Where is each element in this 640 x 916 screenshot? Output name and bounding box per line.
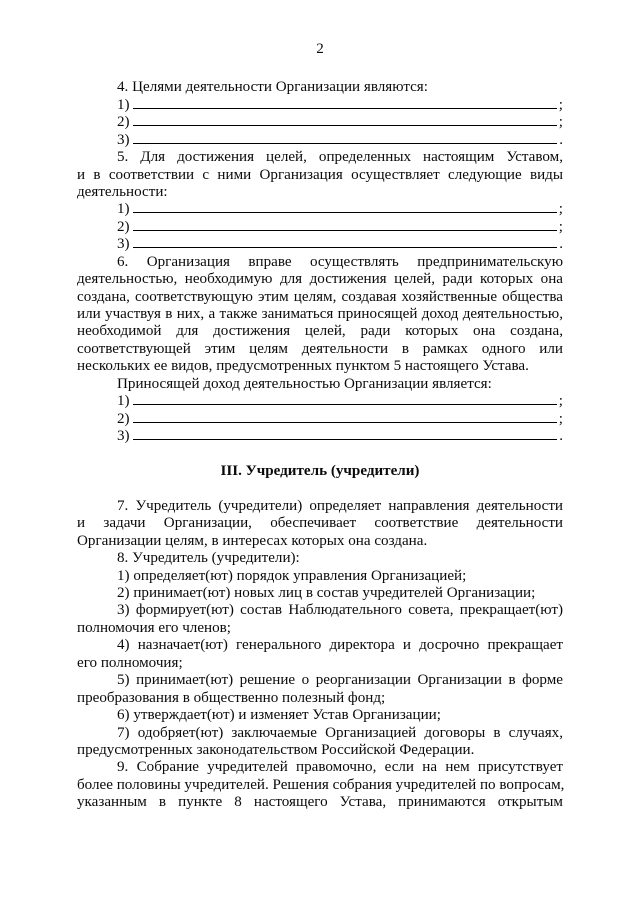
- text-line: 2) принимает(ют) новых лиц в состав учредителей Организации;: [117, 585, 536, 602]
- text-line: указанным в пункте 8 настоящего Устава, принимаются открытым: [77, 794, 563, 811]
- text-line: преобразования в общественно полезный фонд;: [77, 689, 386, 706]
- blank-label: 2): [117, 114, 130, 131]
- blank-item: [77, 411, 563, 428]
- activities-list: [77, 201, 563, 253]
- fill-line: [133, 133, 558, 144]
- blank-item: [77, 236, 563, 253]
- fill-line: [133, 394, 557, 405]
- fill-line: [133, 115, 557, 126]
- text-line: 5) принимает(ют) решение о реорганизации Организации в форме: [117, 672, 563, 689]
- list-item: [77, 725, 563, 760]
- text-line: 7) одобряет(ют) заключаемые Организацией договоры в случаях,: [117, 724, 563, 741]
- text-line: соответствующей этим целям деятельности в рамках одного или: [77, 340, 563, 357]
- text-line: деятельностью, необходимую для достижения целей, ради которых она: [77, 271, 563, 288]
- blank-label: 3): [117, 131, 130, 148]
- paragraph-5: [77, 149, 563, 201]
- paragraph-4: [77, 79, 563, 96]
- list-item: [77, 602, 563, 637]
- paragraph-8: [77, 550, 563, 759]
- text-line: 9. Собрание учредителей правомочно, если на нем присутствует: [117, 759, 563, 776]
- blank-label: 2): [117, 410, 130, 427]
- text-line: и в соответствии с ними Организация осуществляет следующие виды: [77, 166, 563, 183]
- text-line: более половины учредителей. Решения собрания учредителей по вопросам,: [77, 776, 565, 793]
- blank-end: ;: [558, 218, 563, 235]
- text-line: 6) утверждает(ют) и изменяет Устав Организации;: [117, 707, 441, 724]
- blank-item: [77, 97, 563, 114]
- text-line: 4) назначает(ют) генерального директора и досрочно прекращает: [117, 637, 563, 654]
- blank-end: ;: [558, 96, 563, 113]
- blank-end: ;: [558, 393, 563, 410]
- blank-end: .: [559, 131, 563, 148]
- text-line: предусмотренных законодательством Российской Федерации.: [77, 741, 475, 758]
- text-line: Приносящей доход деятельностью Организации является:: [117, 375, 492, 392]
- blank-end: .: [559, 236, 563, 253]
- section-heading: III. Учредитель (учредители): [220, 462, 420, 479]
- blank-label: 2): [117, 218, 130, 235]
- blank-label: 3): [117, 236, 130, 253]
- text-line: полномочия его членов;: [77, 619, 231, 636]
- page-number: 2: [316, 41, 324, 57]
- text-line: 3) формирует(ют) состав Наблюдательного совета, прекращает(ют): [117, 602, 563, 619]
- text-line: 7. Учредитель (учредители) определяет направления деятельности: [117, 497, 563, 514]
- list-item: [77, 707, 563, 724]
- blank-label: 1): [117, 201, 130, 218]
- text-line: 4. Целями деятельности Организации являются:: [117, 79, 428, 96]
- goals-list: [77, 97, 563, 149]
- text-line: нескольких ее видов, предусмотренных пунктом 5 настоящего Устава.: [77, 358, 529, 375]
- blank-item: [77, 114, 563, 131]
- income-activity-list: [77, 393, 563, 445]
- blank-label: 1): [117, 96, 130, 113]
- text-line: или участвуя в них, а также заниматься приносящей доход деятельностью,: [77, 306, 563, 323]
- blank-item: [77, 219, 563, 236]
- text-line: его полномочия;: [77, 654, 183, 671]
- text-line: создана, соответствующую этим целям, создавая хозяйственные общества: [77, 288, 563, 305]
- text-line: 6. Организация вправе осуществлять предпринимательскую: [117, 253, 563, 270]
- blank-item: [77, 132, 563, 149]
- fill-line: [133, 237, 558, 248]
- blank-item: [77, 428, 563, 445]
- fill-line: [133, 429, 558, 440]
- blank-end: ;: [558, 201, 563, 218]
- income-activity-paragraph: [77, 376, 563, 393]
- list-item: [77, 585, 563, 602]
- list-item: [77, 568, 563, 585]
- blank-end: .: [559, 428, 563, 445]
- paragraph-9: [77, 759, 563, 811]
- blank-label: 3): [117, 428, 130, 445]
- paragraph-6: [77, 254, 563, 376]
- text-line: 5. Для достижения целей, определенных настоящим Уставом,: [117, 149, 563, 166]
- fill-line: [133, 202, 557, 213]
- text-line: Организации целям, в интересах которых она создана.: [77, 532, 428, 549]
- text-line: необходимой для достижения целей, ради которых она создана,: [77, 323, 563, 340]
- text-line: 1) определяет(ют) порядок управления Организацией;: [117, 567, 467, 584]
- list-item: [77, 672, 563, 707]
- blank-item: [77, 201, 563, 218]
- blank-label: 1): [117, 393, 130, 410]
- fill-line: [133, 412, 557, 423]
- text-line: деятельности:: [77, 183, 168, 200]
- blank-end: ;: [558, 114, 563, 131]
- page-content: [77, 41, 563, 812]
- list-item: [77, 637, 563, 672]
- fill-line: [133, 220, 557, 231]
- blank-end: ;: [558, 410, 563, 427]
- text-line: и задачи Организации, обеспечивает соответствие деятельности: [77, 515, 563, 532]
- text-line: 8. Учредитель (учредители):: [117, 550, 300, 567]
- paragraph-7: [77, 498, 563, 550]
- blank-item: [77, 393, 563, 410]
- fill-line: [133, 98, 557, 109]
